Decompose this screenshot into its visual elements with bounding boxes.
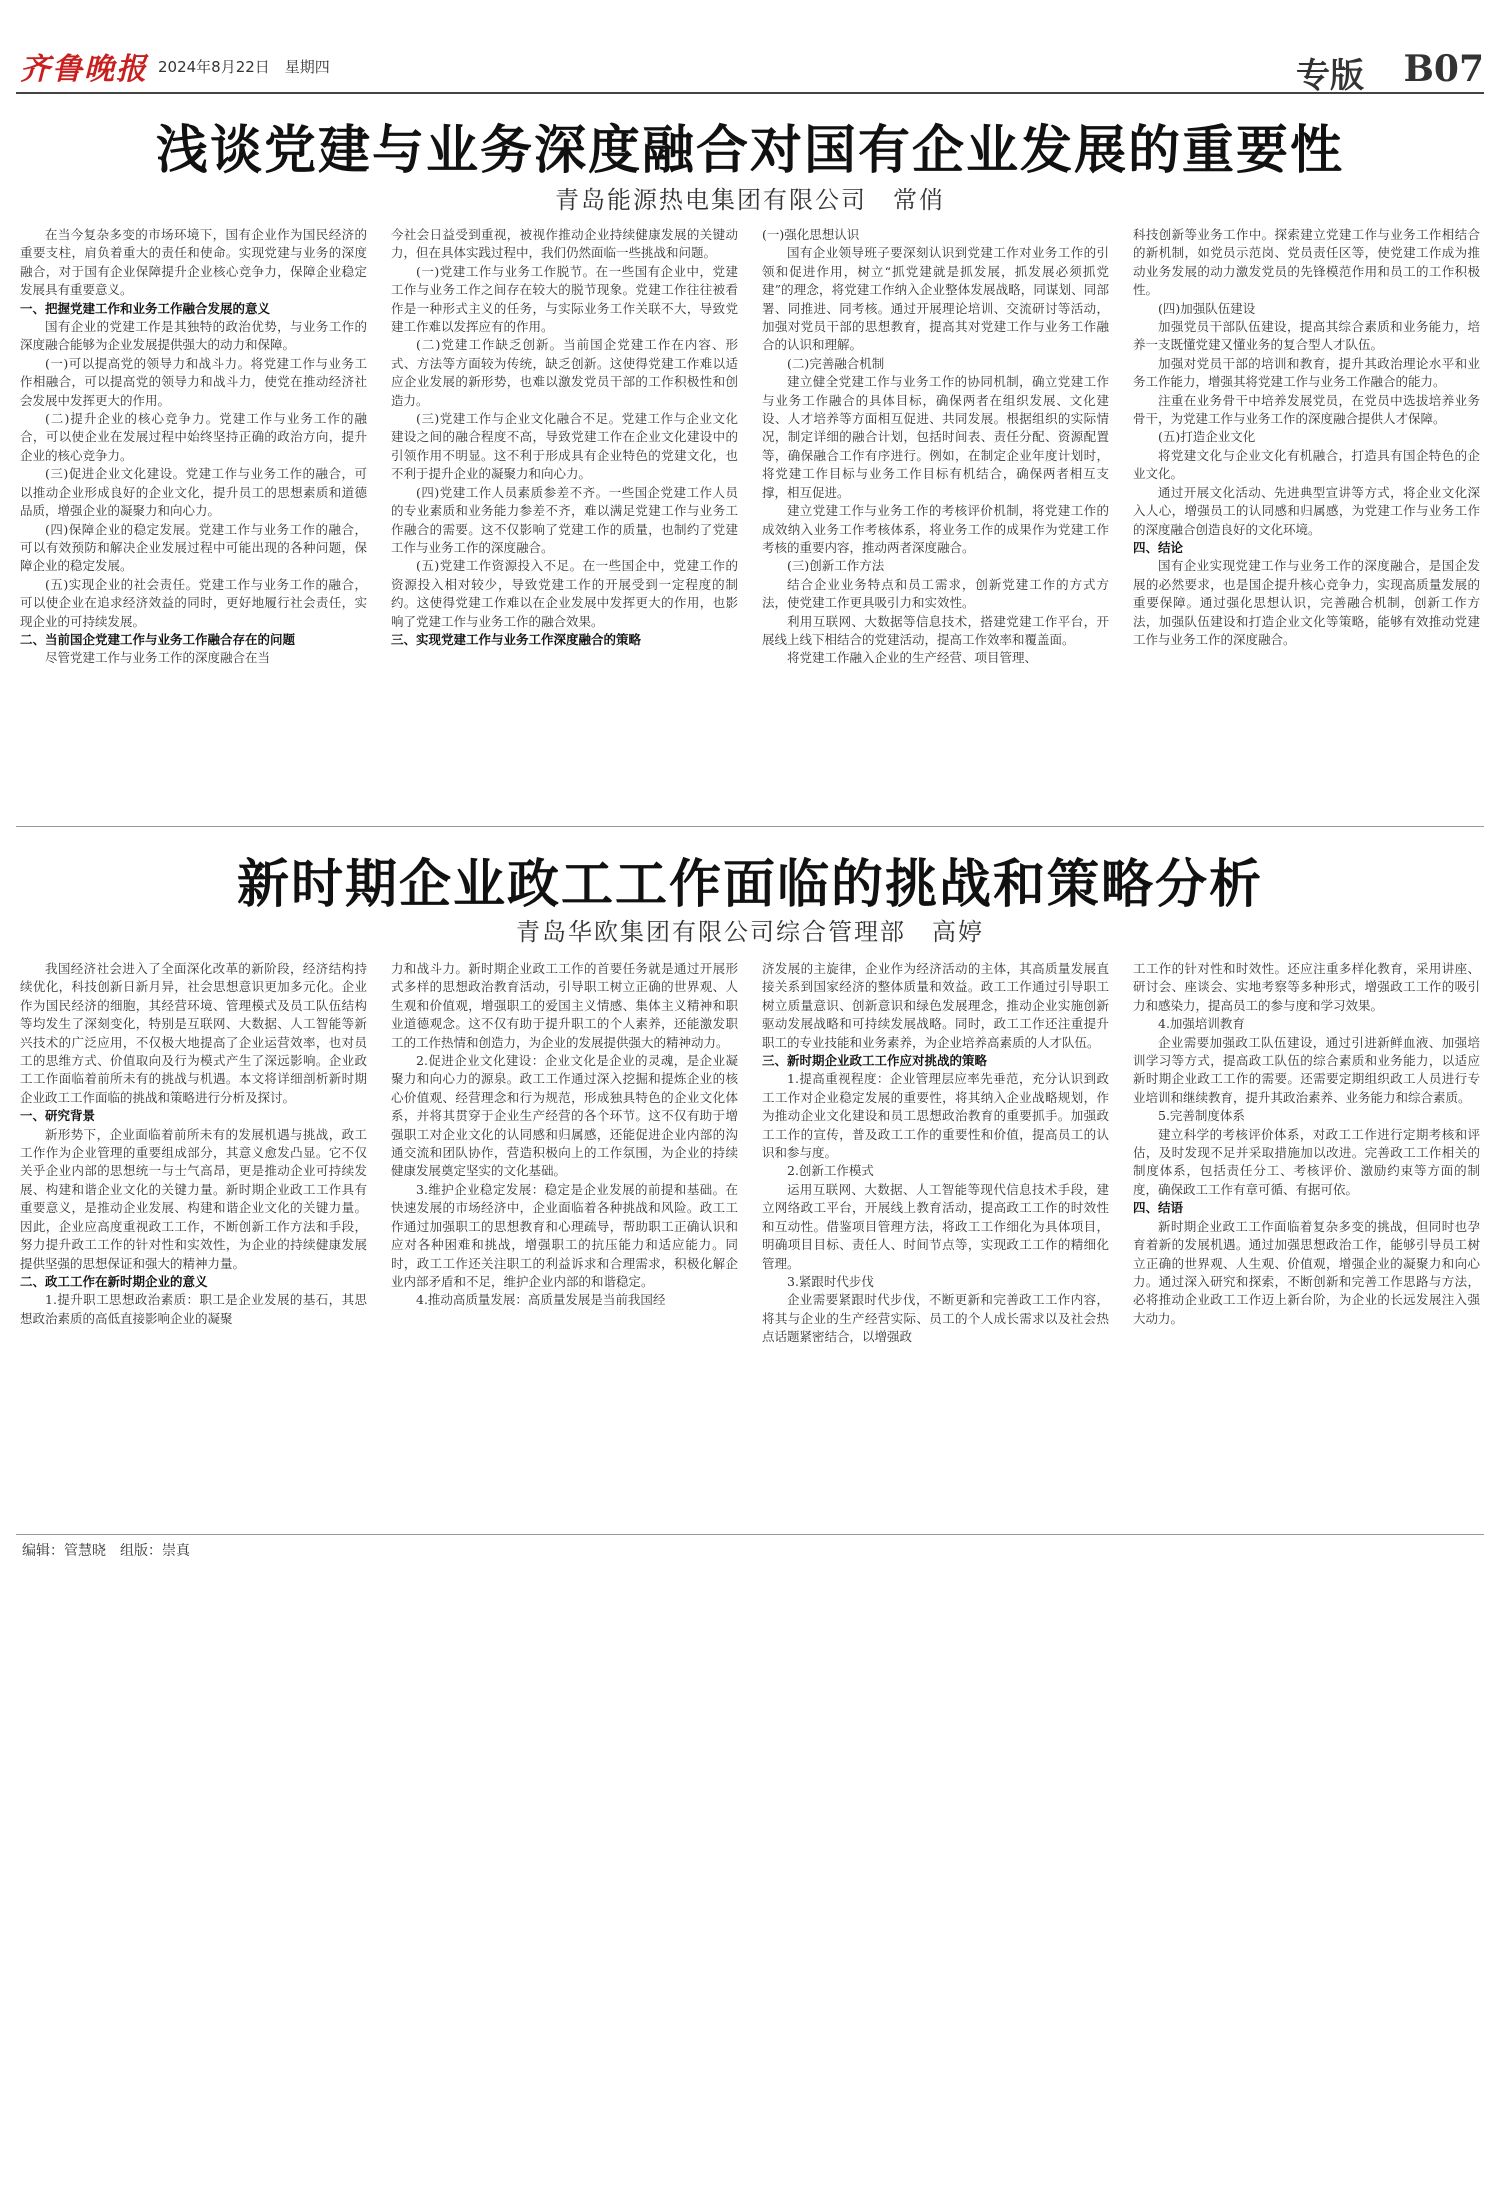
article1-column — [762, 226, 1109, 822]
article2-body — [20, 960, 1480, 1528]
paragraph: 1.提升职工思想政治素质：职工是企业发展的基石，其思想政治素质的高低直接影响企业的凝聚 — [20, 1292, 367, 1326]
paragraph: 企业需要紧跟时代步伐，不断更新和完善政工工作内容，将其与企业的生产经营实际、员工的个人成长需求以及社会热点话题紧密结合，以增强政 — [762, 1292, 1109, 1345]
paragraph: (三)促进企业文化建设。党建工作与业务工作的融合，可以推动企业形成良好的企业文化，提升员工的思想素质和道德品质，增强企业的凝聚力和向心力。 — [20, 466, 367, 519]
paragraph: 4.推动高质量发展：高质量发展是当前我国经 — [416, 1292, 666, 1308]
header-rule — [16, 92, 1484, 94]
section-heading: 二、政工工作在新时期企业的意义 — [20, 1273, 208, 1289]
paragraph: 国有企业实现党建工作与业务工作的深度融合，是国企发展的必然要求，也是国企提升核心竞争力，实现高质量发展的重要保障。通过强化思想认识，完善融合机制，创新工作方法，加强队伍建设和打造企业文化等策略，能够有效推动党建工作与业务工作的深度融合。 — [1133, 558, 1480, 647]
paragraph: (二)完善融合机制 — [787, 355, 885, 371]
editor-credits: 编辑：管慧晓 组版：崇真 — [22, 1543, 190, 1559]
paragraph: 注重在业务骨干中培养发展党员，在党员中选拔培养业务骨干，为党建工作与业务工作的深度融合提供人才保障。 — [1133, 392, 1480, 427]
paragraph: 今社会日益受到重视，被视作推动企业持续健康发展的关键动力，但在具体实践过程中，我们仍然面临一些挑战和问题。 — [391, 227, 738, 261]
paragraph: (三)创新工作方法 — [787, 558, 885, 574]
paragraph: (五)党建工作资源投入不足。在一些国企中，党建工作的资源投入相对较少，导致党建工作的开展受到一定程度的制约。这使得党建工作难以在企业发展中发挥更大的作用，也影响了党建工作与业务工作的融合效果。 — [391, 558, 738, 629]
article1-column — [20, 226, 367, 822]
paragraph: (一)强化思想认识 — [762, 227, 860, 242]
paragraph: 利用互联网、大数据等信息技术，搭建党建工作平台，开展线上线下相结合的党建活动，提高工作效率和覆盖面。 — [762, 613, 1109, 647]
paragraph: 科技创新等业务工作中。探索建立党建工作与业务工作相结合的新机制，如党员示范岗、党员责任区等，使党建工作成为推动业务发展的动力激发党员的先锋模范作用和员工的工作积极性。 — [1133, 227, 1480, 298]
paragraph: 运用互联网、大数据、人工智能等现代信息技术手段，建立网络政工平台，开展线上教育活动，提高政工工作的时效性和互动性。借鉴项目管理方法，将政工工作细化为具体项目，明确项目目标、责任人、时间节点等，实现政工工作的精细化管理。 — [762, 1181, 1109, 1271]
paragraph: 我国经济社会进入了全面深化改革的新阶段，经济结构持续优化，科技创新日新月异，社会思想意识更加多元化。企业作为国民经济的细胞，其经营环境、管理模式及员工队伍结构等均发生了深刻变化，特别是互联网、大数据、人工智能等新兴技术的广泛应用，不仅极大地提高了企业运营效率，也对员工的思维方式、价值取向及行为模式产生了深远影响。企业政工工作面临着前所未有的挑战与机遇。本文将详细剖析新时期企业政工工作面临的挑战和策略进行分析及探讨。 — [20, 961, 367, 1105]
article1-column — [391, 226, 738, 822]
paragraph: 企业需要加强政工队伍建设，通过引进新鲜血液、加强培训学习等方式，提高政工队伍的综合素质和业务能力，以适应新时期企业政工工作的需要。还需要定期组织政工人员进行专业培训和继续教育，提升其政治素养、业务能力和综合素质。 — [1133, 1034, 1480, 1105]
paragraph: (三)党建工作与企业文化融合不足。党建工作与企业文化建设之间的融合程度不高，导致党建工作在企业文化建设中的引领作用不明显。这不利于形成具有企业特色的党建文化，也不利于提升企业的凝聚力和向心力。 — [391, 411, 738, 482]
paragraph: 3.维护企业稳定发展：稳定是企业发展的前提和基础。在快速发展的市场经济中，企业面临着各种挑战和风险。政工工作通过加强职工的思想教育和心理疏导，帮助职工正确认识和应对各种困难和挑战，增强职工的抗压能力和适应能力。同时，政工工作还关注职工的利益诉求和合理需求，积极化解企业内部矛盾和不足，维护企业内部的和谐稳定。 — [391, 1181, 738, 1289]
section-heading: 一、研究背景 — [20, 1108, 96, 1124]
paragraph: (一)党建工作与业务工作脱节。在一些国有企业中，党建工作与业务工作之间存在较大的脱节现象。党建工作往往被看作是一种形式主义的任务，与实际业务工作关联不大，导致党建工作难以发挥应有的作用。 — [391, 263, 738, 335]
paragraph: 新形势下，企业面临着前所未有的发展机遇与挑战，政工工作作为企业管理的重要组成部分，其意义愈发凸显。它不仅关乎企业内部的思想统一与士气高昂，更是推动企业可持续发展、构建和谐企业文化的关键力量。新时期企业政工工作具有重要意义，是推动企业发展、构建和谐企业文化的关键力量。因此，企业应高度重视政工工作，不断创新工作方法和手段，努力提升政工工作的针对性和实效性，为企业的持续健康发展提供坚强的思想保证和强大的精神力量。 — [20, 1126, 367, 1271]
newspaper-logo: 齐鲁晚报 — [20, 52, 148, 87]
paragraph: 建立党建工作与业务工作的考核评价机制，将党建工作的成效纳入业务工作考核体系，将业务工作的成果作为党建工作考核的重要内容，推动两者深度融合。 — [762, 503, 1109, 555]
section-heading: 二、当前国企党建工作与业务工作融合存在的问题 — [20, 631, 296, 647]
paragraph: 1.提高重视程度：企业管理层应率先垂范，充分认识到政工工作对企业稳定发展的重要性，将其纳入企业战略规划，作为推动企业文化建设和员工思想政治教育的重要抓手。加强政工工作的宣传，普及政工工作的重要性和价值，提高员工的认识和参与度。 — [762, 1071, 1109, 1161]
paragraph: 将党建工作融入企业的生产经营、项目管理、 — [787, 650, 1038, 666]
paragraph: 2.促进企业文化建设：企业文化是企业的灵魂，是企业凝聚力和向心力的源泉。政工工作通过深入挖掘和提炼企业的核心价值观、经营理念和行为规范，形成独具特色的企业文化体系，并将其贯穿于企业生产经营的各个环节。这不仅有助于增强职工对企业文化的认同感和归属感，还能促进企业内部的沟通交流和团队协作，营造积极向上的工作氛围，为企业的持续健康发展奠定坚实的文化基础。 — [391, 1053, 738, 1179]
issue-date: 2024年8月22日 星期四 — [158, 58, 330, 76]
paragraph: 国有企业领导班子要深刻认识到党建工作对业务工作的引领和促进作用，树立“抓党建就是抓发展，抓发展必须抓党建”的理念，将党建工作纳入企业整体发展战略，同谋划、同部署、同推进、同考核。通过开展理论培训、交流研讨等活动，加强对党员干部的思想教育，提高其对党建工作与业务工作融合的认识和理解。 — [762, 245, 1109, 353]
paragraph: (二)提升企业的核心竞争力。党建工作与业务工作的融合，可以使企业在发展过程中始终坚持正确的政治方向，提升企业的核心竞争力。 — [20, 411, 367, 463]
paragraph: 4.加强培训教育 — [1158, 1016, 1245, 1032]
paragraph: (五)打造企业文化 — [1158, 429, 1256, 445]
section-heading: 四、结论 — [1133, 539, 1184, 555]
footer-rule — [16, 1534, 1484, 1535]
paragraph: (一)可以提高党的领导力和战斗力。将党建工作与业务工作相融合，可以提高党的领导力和战斗力，使党在推动经济社会发展中发挥更大的作用。 — [20, 355, 367, 408]
article2-author: 青岛华欧集团有限公司综合管理部 高婷 — [516, 918, 984, 946]
paragraph: 国有企业的党建工作是其独特的政治优势，与业务工作的深度融合能够为企业发展提供强大的动力和保障。 — [20, 319, 367, 353]
paragraph: 力和战斗力。新时期企业政工工作的首要任务就是通过开展形式多样的思想政治教育活动，引导职工树立正确的世界观、人生观和价值观，增强职工的爱国主义情感、集体主义精神和职业道德观念。这不仅有助于提升职工的个人素养，还能激发职工的工作热情和创造力，为企业的发展提供强大的精神动力。 — [391, 961, 738, 1050]
paragraph: 结合企业业务特点和员工需求，创新党建工作的方式方法，使党建工作更具吸引力和实效性。 — [762, 576, 1109, 611]
paragraph: (五)实现企业的社会责任。党建工作与业务工作的融合，可以使企业在追求经济效益的同时，更好地履行社会责任，实现企业的可持续发展。 — [20, 576, 367, 629]
article1-column — [1133, 226, 1480, 822]
paragraph: 加强党员干部队伍建设，提高其综合素质和业务能力，培养一支既懂党建又懂业务的复合型人才队伍。 — [1133, 319, 1480, 353]
paragraph: (二)党建工作缺乏创新。当前国企党建工作在内容、形式、方法等方面较为传统，缺乏创新。这使得党建工作难以适应企业发展的新形势，也难以激发党员干部的工作积极性和创造力。 — [391, 337, 738, 408]
paragraph: 将党建文化与企业文化有机融合，打造具有国企特色的企业文化。 — [1133, 447, 1480, 482]
article2-column — [20, 960, 367, 1528]
paragraph: 加强对党员干部的培训和教育，提升其政治理论水平和业务工作能力，增强其将党建工作与业务工作融合的能力。 — [1133, 355, 1480, 390]
paragraph: 新时期企业政工工作面临着复杂多变的挑战，但同时也孕育着新的发展机遇。通过加强思想政治工作，能够引导员工树立正确的世界观、人生观、价值观，增强企业的凝聚力和向心力。通过深入研究和探索，不断创新和完善工作思路与方法，必将推动企业政工工作迈上新台阶，为企业的长远发展注入强大动力。 — [1133, 1218, 1480, 1326]
section-heading: 四、结语 — [1133, 1200, 1184, 1216]
masthead — [16, 10, 1484, 96]
paragraph: 5.完善制度体系 — [1158, 1108, 1245, 1124]
article2-column — [762, 960, 1109, 1528]
article-divider — [16, 826, 1484, 827]
article2-title: 新时期企业政工工作面临的挑战和策略分析 — [236, 854, 1263, 915]
article2-column — [1133, 960, 1480, 1528]
section-label: 专版 — [1296, 56, 1364, 96]
paragraph: (四)保障企业的稳定发展。党建工作与业务工作的融合，可以有效预防和解决企业发展过程中可能出现的各种问题，保障企业的稳定发展。 — [20, 521, 367, 574]
article1-body — [20, 226, 1480, 822]
paragraph: 建立科学的考核评价体系，对政工工作进行定期考核和评估，及时发现不足并采取措施加以改进。完善政工工作相关的制度体系，包括责任分工、考核评价、激励约束等方面的制度，确保政工工作有章可循、有据可依。 — [1133, 1126, 1480, 1197]
paragraph: 尽管党建工作与业务工作的深度融合在当 — [45, 650, 271, 666]
article1-title: 浅谈党建与业务深度融合对国有企业发展的重要性 — [155, 120, 1344, 181]
page-number: B07 — [1403, 48, 1484, 90]
paragraph: 通过开展文化活动、先进典型宣讲等方式，将企业文化深入人心，增强员工的认同感和归属感，为党建工作与业务工作的深度融合创造良好的文化环境。 — [1133, 484, 1480, 537]
article2-column — [391, 960, 738, 1528]
section-heading: 三、实现党建工作与业务工作深度融合的策略 — [391, 631, 642, 647]
section-heading: 三、新时期企业政工工作应对挑战的策略 — [762, 1053, 988, 1069]
paragraph: 2.创新工作模式 — [787, 1163, 874, 1179]
paragraph: 建立健全党建工作与业务工作的协同机制，确立党建工作与业务工作融合的具体目标，确保两者在组织发展、文化建设、人才培养等方面相互促进、共同发展。根据组织的实际情况，制定详细的融合计划，包括时间表、责任分配、资源配置等，确保融合工作有序进行。例如，在制定企业年度计划时，将党建工作目标与业务工作目标有机结合，确保两者相互支撑，相互促进。 — [762, 374, 1109, 500]
paragraph: 济发展的主旋律，企业作为经济活动的主体，其高质量发展直接关系到国家经济的整体质量和效益。政工工作通过引导职工树立质量意识、创新意识和绿色发展理念，推动企业实施创新驱动发展战略和可持续发展战略。同时，政工工作还注重提升职工的专业技能和业务素养，为企业培养高素质的人才队伍。 — [762, 961, 1109, 1050]
paragraph: (四)加强队伍建设 — [1158, 300, 1256, 316]
section-heading: 一、把握党建工作和业务工作融合发展的意义 — [20, 300, 271, 316]
paragraph: 在当今复杂多变的市场环境下，国有企业作为国民经济的重要支柱，肩负着重大的责任和使命。实现党建与业务的深度融合，对于国有企业保障提升企业核心竞争力，保障企业稳定发展具有重要意义。 — [20, 227, 367, 298]
paragraph: 3.紧跟时代步伐 — [787, 1273, 874, 1289]
paragraph: 工工作的针对性和时效性。还应注重多样化教育，采用讲座、研讨会、座谈会、实地考察等多种形式，增强政工工作的吸引力和感染力，提高员工的参与度和学习效果。 — [1133, 961, 1480, 1013]
paragraph: (四)党建工作人员素质参差不齐。一些国企党建工作人员的专业素质和业务能力参差不齐，难以满足党建工作与业务工作融合的需要。这不仅影响了党建工作的质量，也制约了党建工作与业务工作的深度融合。 — [391, 484, 738, 555]
article1-author: 青岛能源热电集团有限公司 常俏 — [555, 186, 945, 214]
